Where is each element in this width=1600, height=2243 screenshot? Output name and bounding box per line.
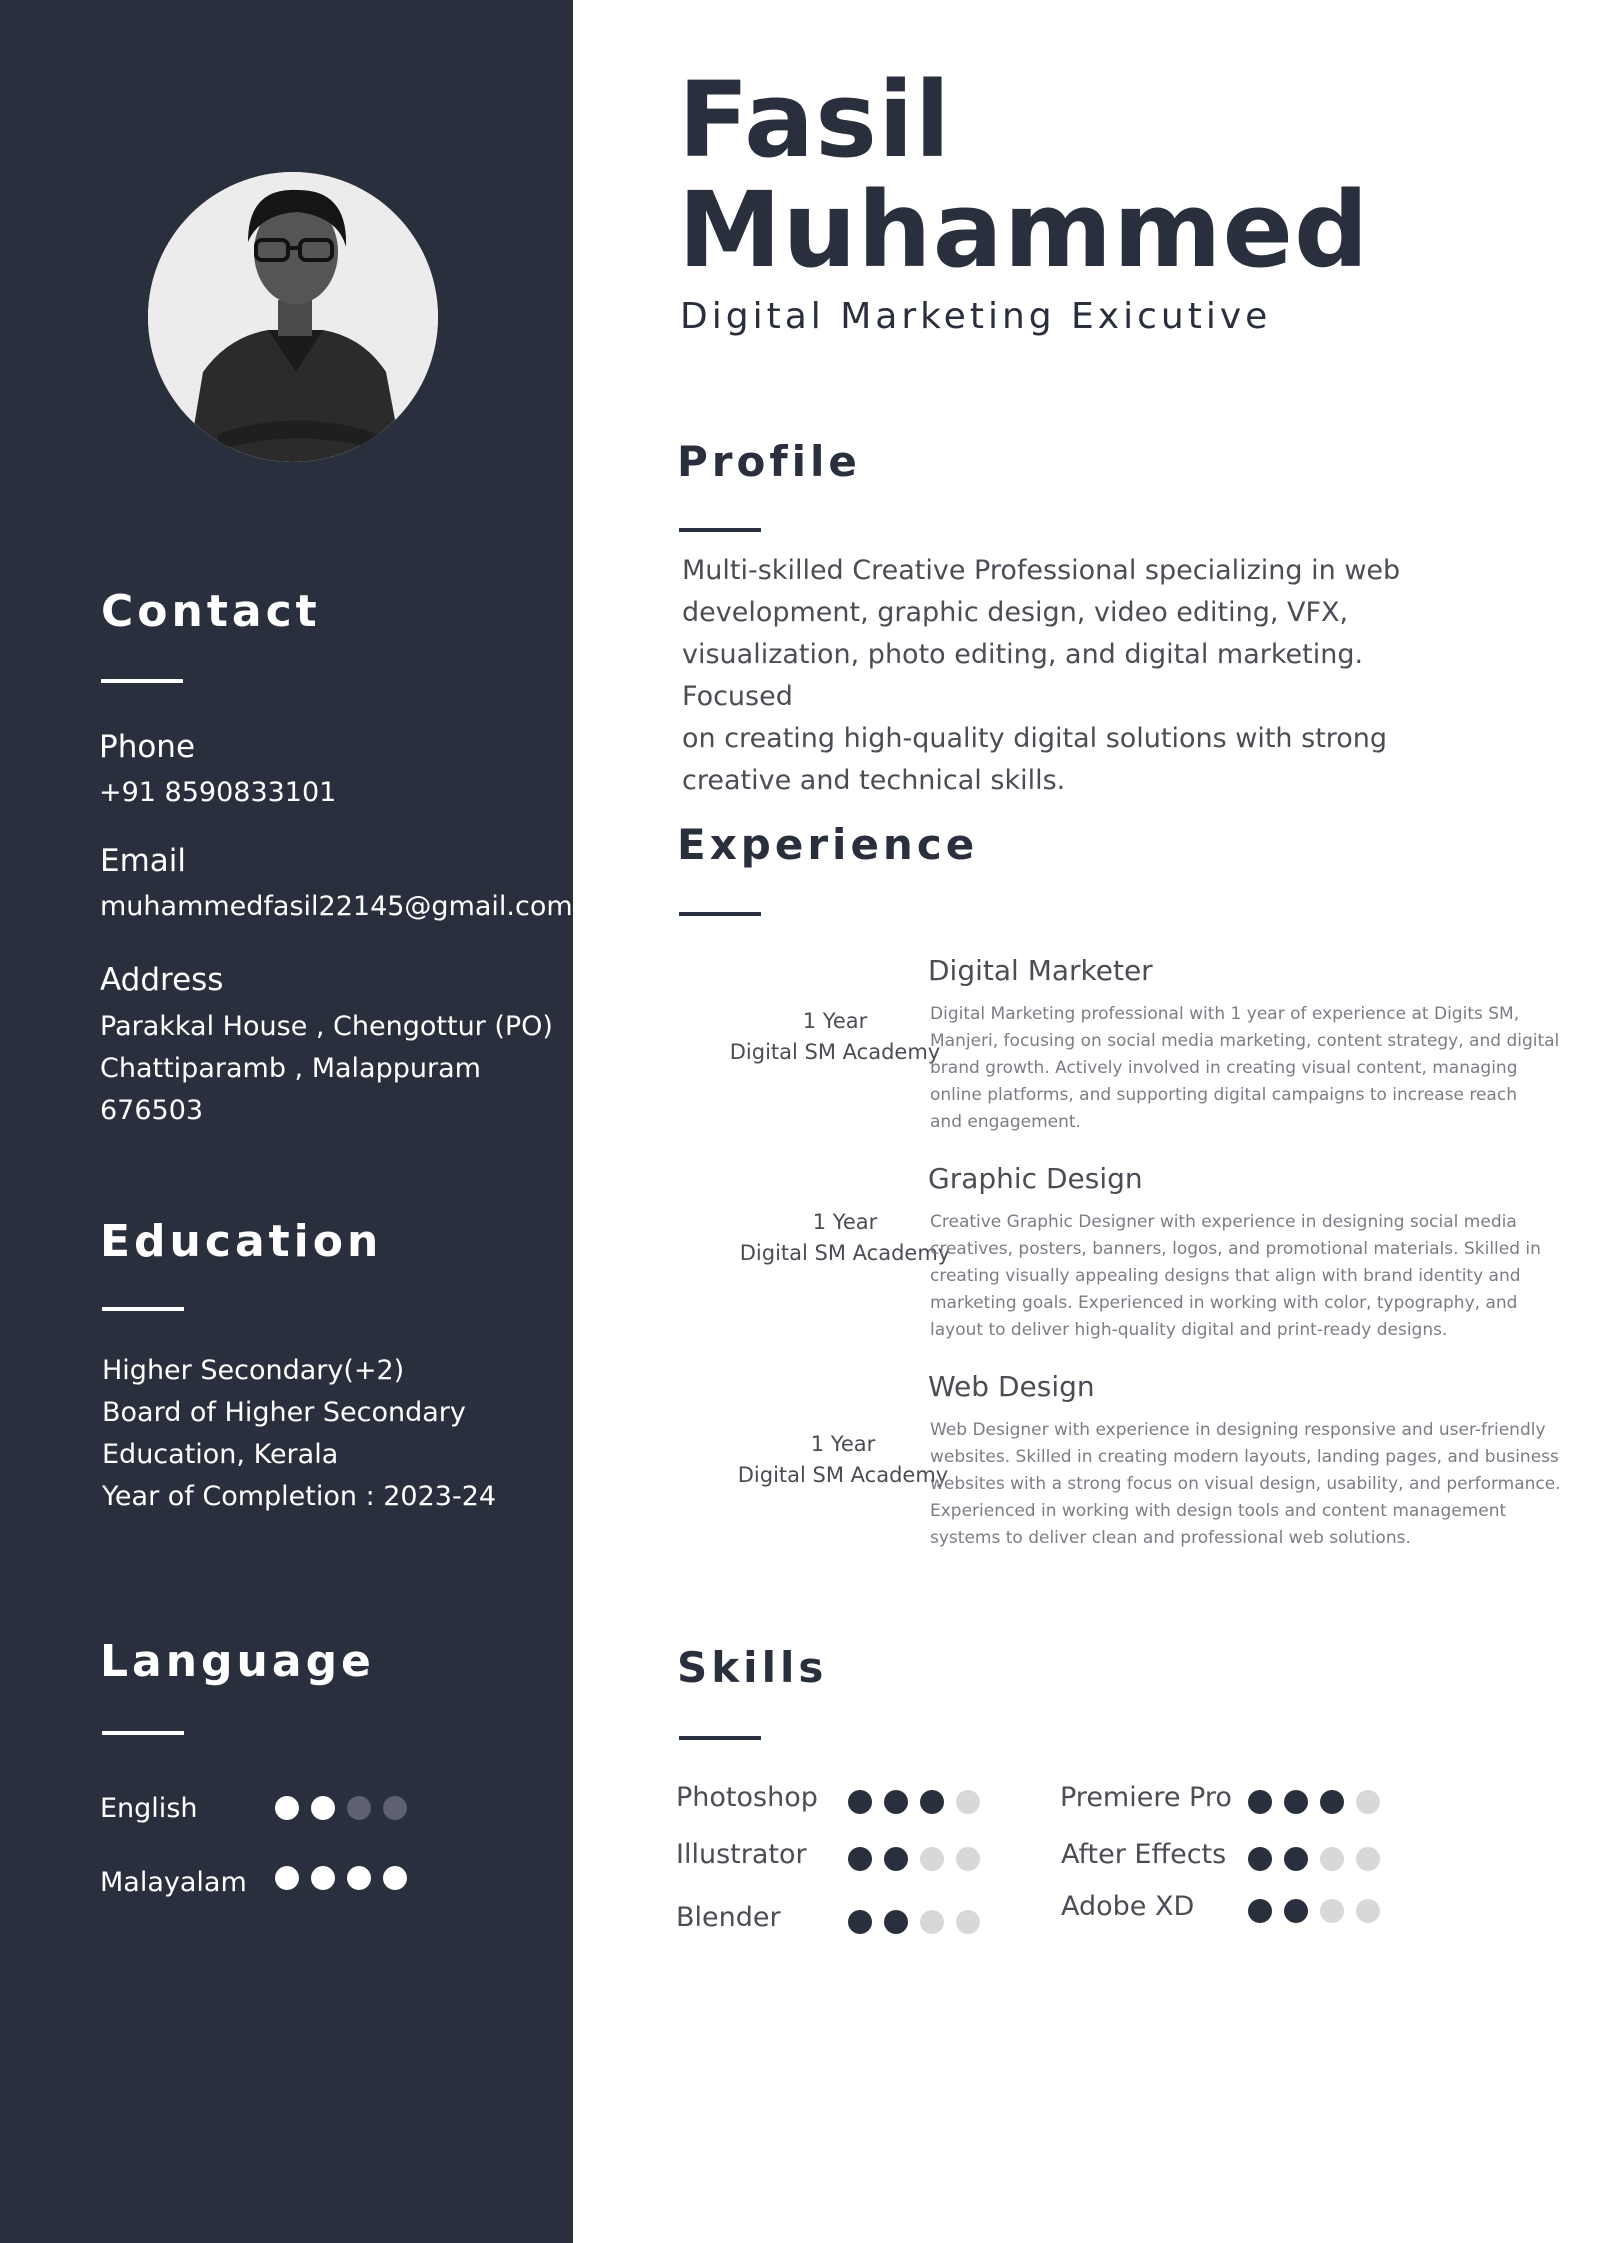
rating-dot-filled	[1284, 1847, 1308, 1871]
rating-dot-filled	[848, 1790, 872, 1814]
email-label: Email	[100, 843, 187, 879]
experience-line: Manjeri, focusing on social media marketing, content strategy, and digital	[930, 1031, 1560, 1051]
profile-heading: Profile	[677, 437, 861, 486]
experience-line: layout to deliver high-quality digital and print-ready designs.	[930, 1320, 1448, 1340]
experience-duration: 1 Year	[812, 1210, 878, 1234]
experience-line: Web Designer with experience in designing responsive and user-friendly	[930, 1420, 1546, 1440]
skill-name: After Effects	[1061, 1839, 1227, 1870]
education-line: Board of Higher Secondary	[102, 1397, 466, 1428]
skill-row	[1061, 1891, 1401, 1931]
experience-meta	[725, 1207, 965, 1269]
education-line: Year of Completion : 2023-24	[102, 1481, 497, 1512]
rating-dot-filled	[884, 1847, 908, 1871]
language-rating	[275, 1866, 419, 1890]
language-name: Malayalam	[100, 1867, 247, 1898]
language-row-english	[100, 1788, 430, 1828]
experience-title: Graphic Design	[928, 1162, 1143, 1195]
skill-rating	[848, 1790, 992, 1814]
person-photo-icon	[148, 172, 438, 462]
experience-line: Experienced in working with design tools and content management	[930, 1501, 1507, 1521]
rating-dot-filled	[884, 1910, 908, 1934]
skill-rating	[848, 1847, 992, 1871]
skills-divider	[679, 1736, 761, 1740]
skill-name: Adobe XD	[1061, 1891, 1195, 1922]
address-label: Address	[100, 962, 224, 998]
education-heading: Education	[100, 1216, 383, 1267]
profile-summary	[682, 550, 1462, 802]
rating-dot-empty	[383, 1796, 407, 1820]
profile-line: creative and technical skills.	[682, 765, 1066, 796]
education-block	[102, 1350, 496, 1518]
rating-dot-filled	[383, 1866, 407, 1890]
name-first: Fasil	[678, 59, 952, 181]
skill-rating	[1248, 1899, 1392, 1923]
rating-dot-filled	[275, 1866, 299, 1890]
experience-description	[930, 1209, 1570, 1344]
skill-rating	[1248, 1847, 1392, 1871]
rating-dot-filled	[1248, 1790, 1272, 1814]
language-name: English	[100, 1793, 198, 1824]
rating-dot-filled	[347, 1866, 371, 1890]
rating-dot-empty	[1320, 1847, 1344, 1871]
job-title: Digital Marketing Exicutive	[680, 296, 1272, 337]
profile-photo	[148, 172, 438, 462]
skill-rating	[1248, 1790, 1392, 1814]
rating-dot-filled	[1248, 1899, 1272, 1923]
experience-line: Creative Graphic Designer with experience in designing social media	[930, 1212, 1517, 1232]
rating-dot-filled	[848, 1847, 872, 1871]
rating-dot-filled	[884, 1790, 908, 1814]
experience-line: websites. Skilled in creating modern layouts, landing pages, and business	[930, 1447, 1559, 1467]
rating-dot-empty	[1356, 1790, 1380, 1814]
experience-line: online platforms, and supporting digital campaigns to increase reach	[930, 1085, 1517, 1105]
profile-line: development, graphic design, video editing, VFX,	[682, 597, 1349, 628]
email-value: muhammedfasil22145@gmail.com	[100, 891, 573, 922]
education-line: Education, Kerala	[102, 1439, 339, 1470]
rating-dot-filled	[1284, 1899, 1308, 1923]
skill-name: Premiere Pro	[1060, 1782, 1232, 1813]
address-line: Parakkal House , Chengottur (PO)	[100, 1011, 553, 1042]
experience-description	[930, 1001, 1570, 1136]
experience-line: Digital Marketing professional with 1 year of experience at Digits SM,	[930, 1004, 1520, 1024]
experience-description	[930, 1417, 1570, 1552]
language-heading: Language	[100, 1636, 375, 1687]
phone-label: Phone	[99, 729, 196, 765]
experience-meta	[723, 1429, 963, 1491]
skills-heading: Skills	[677, 1643, 828, 1692]
experience-title: Digital Marketer	[928, 954, 1153, 987]
name-last: Muhammed	[678, 169, 1370, 291]
experience-company: Digital SM Academy	[737, 1463, 949, 1487]
skill-row	[1061, 1839, 1401, 1879]
experience-duration: 1 Year	[810, 1432, 876, 1456]
address-block	[100, 1006, 553, 1132]
skill-row	[1060, 1782, 1400, 1822]
language-row-malayalam	[100, 1862, 430, 1902]
skill-row	[676, 1839, 996, 1879]
experience-divider	[679, 912, 761, 916]
experience-line: creatives, posters, banners, logos, and promotional materials. Skilled in	[930, 1239, 1541, 1259]
rating-dot-filled	[920, 1790, 944, 1814]
rating-dot-empty	[956, 1790, 980, 1814]
rating-dot-filled	[1248, 1847, 1272, 1871]
experience-line: websites with a strong focus on visual design, usability, and performance.	[930, 1474, 1561, 1494]
experience-company: Digital SM Academy	[739, 1241, 951, 1265]
experience-heading: Experience	[677, 820, 979, 869]
rating-dot-empty	[920, 1847, 944, 1871]
experience-title: Web Design	[928, 1370, 1095, 1403]
rating-dot-empty	[920, 1910, 944, 1934]
rating-dot-empty	[956, 1847, 980, 1871]
rating-dot-filled	[848, 1910, 872, 1934]
address-line: 676503	[100, 1095, 204, 1126]
address-line: Chattiparamb , Malappuram	[100, 1053, 481, 1084]
experience-line: creating visually appealing designs that align with brand identity and	[930, 1266, 1521, 1286]
rating-dot-filled	[275, 1796, 299, 1820]
experience-line: systems to deliver clean and professional web solutions.	[930, 1528, 1411, 1548]
rating-dot-filled	[1320, 1790, 1344, 1814]
skill-name: Photoshop	[676, 1782, 818, 1813]
rating-dot-empty	[956, 1910, 980, 1934]
skill-row	[676, 1902, 996, 1942]
rating-dot-filled	[1284, 1790, 1308, 1814]
language-rating	[275, 1796, 419, 1820]
rating-dot-filled	[311, 1796, 335, 1820]
skill-name: Blender	[676, 1902, 781, 1933]
education-line: Higher Secondary(+2)	[102, 1355, 405, 1386]
rating-dot-empty	[1356, 1899, 1380, 1923]
rating-dot-empty	[1320, 1899, 1344, 1923]
contact-heading: Contact	[101, 586, 321, 637]
language-divider	[102, 1731, 184, 1735]
contact-divider	[101, 679, 183, 683]
rating-dot-filled	[311, 1866, 335, 1890]
profile-divider	[679, 528, 761, 532]
experience-meta	[715, 1006, 955, 1068]
phone-value: +91 8590833101	[99, 777, 337, 808]
experience-line: marketing goals. Experienced in working with color, typography, and	[930, 1293, 1518, 1313]
skill-name: Illustrator	[676, 1839, 807, 1870]
skill-rating	[848, 1910, 992, 1934]
profile-line: on creating high-quality digital solutions with strong	[682, 723, 1388, 754]
experience-duration: 1 Year	[802, 1009, 868, 1033]
education-divider	[102, 1307, 184, 1311]
rating-dot-empty	[347, 1796, 371, 1820]
experience-line: brand growth. Actively involved in creating visual content, managing	[930, 1058, 1518, 1078]
experience-company: Digital SM Academy	[729, 1040, 941, 1064]
profile-line: Multi-skilled Creative Professional specializing in web	[682, 555, 1401, 586]
skill-row	[676, 1782, 996, 1822]
profile-line: visualization, photo editing, and digital marketing. Focused	[682, 639, 1364, 712]
rating-dot-empty	[1356, 1847, 1380, 1871]
experience-line: and engagement.	[930, 1112, 1081, 1132]
